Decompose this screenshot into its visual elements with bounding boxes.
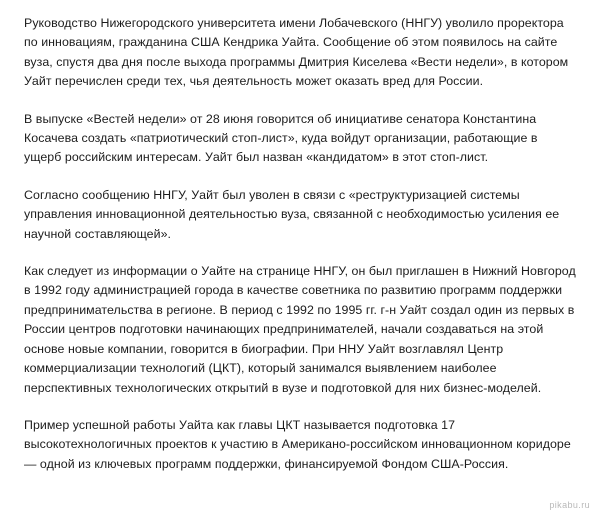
article-paragraph: Согласно сообщению ННГУ, Уайт был уволен в связи с «реструктуризацией системы управления инновационной деятельностью вуза, связанной с необходимостью усиления ее научной составляющей». — [24, 187, 560, 241]
article-body — [24, 14, 576, 474]
site-watermark: pikabu.ru — [549, 500, 590, 510]
article-paragraph: Пример успешной работы Уайта как главы ЦКТ называется подготовка 17 высокотехнологичных проектов к участию в Американо-российском инновационном коридоре — одной из ключевых программ поддержки, финансируемой Фондом США-Россия. — [24, 417, 571, 471]
article-paragraph: В выпуске «Вестей недели» от 28 июня говорится об инициативе сенатора Константина Косачева создать «патриотический стоп-лист», куда войдут организации, работающие в ущерб российским интересам. Уайт был назван «кандидатом» в этот стоп-лист. — [24, 111, 538, 165]
article-paragraph: Как следует из информации о Уайте на странице ННГУ, он был приглашен в Нижний Новгород в 1992 году администрацией города в качестве советника по развитию программ поддержки предпринимательства в регионе. В период с 1992 по 1995 гг. г-н Уайт создал один из первых в России центров подготовки начинающих предпринимателей, начали создаваться на этой основе новые компании, говорится в биографии. При ННУ Уайт возглавлял Центр коммерциализации технологий (ЦКТ), который занимался выявлением наиболее перспективных технологических открытий в вузе и подготовкой для них бизнес-моделей. — [24, 264, 576, 395]
article-paragraph: Руководство Нижегородского университета имени Лобачевского (ННГУ) уволило проректора по инновациям, гражданина США Кендрика Уайта. Сообщение об этом появилось на сайте вуза, спустя два дня после выхода программы Дмитрия Киселева «Вести недели», в котором Уайт перечислен среди тех, чья деятельность может оказать вред для России. — [24, 16, 569, 89]
